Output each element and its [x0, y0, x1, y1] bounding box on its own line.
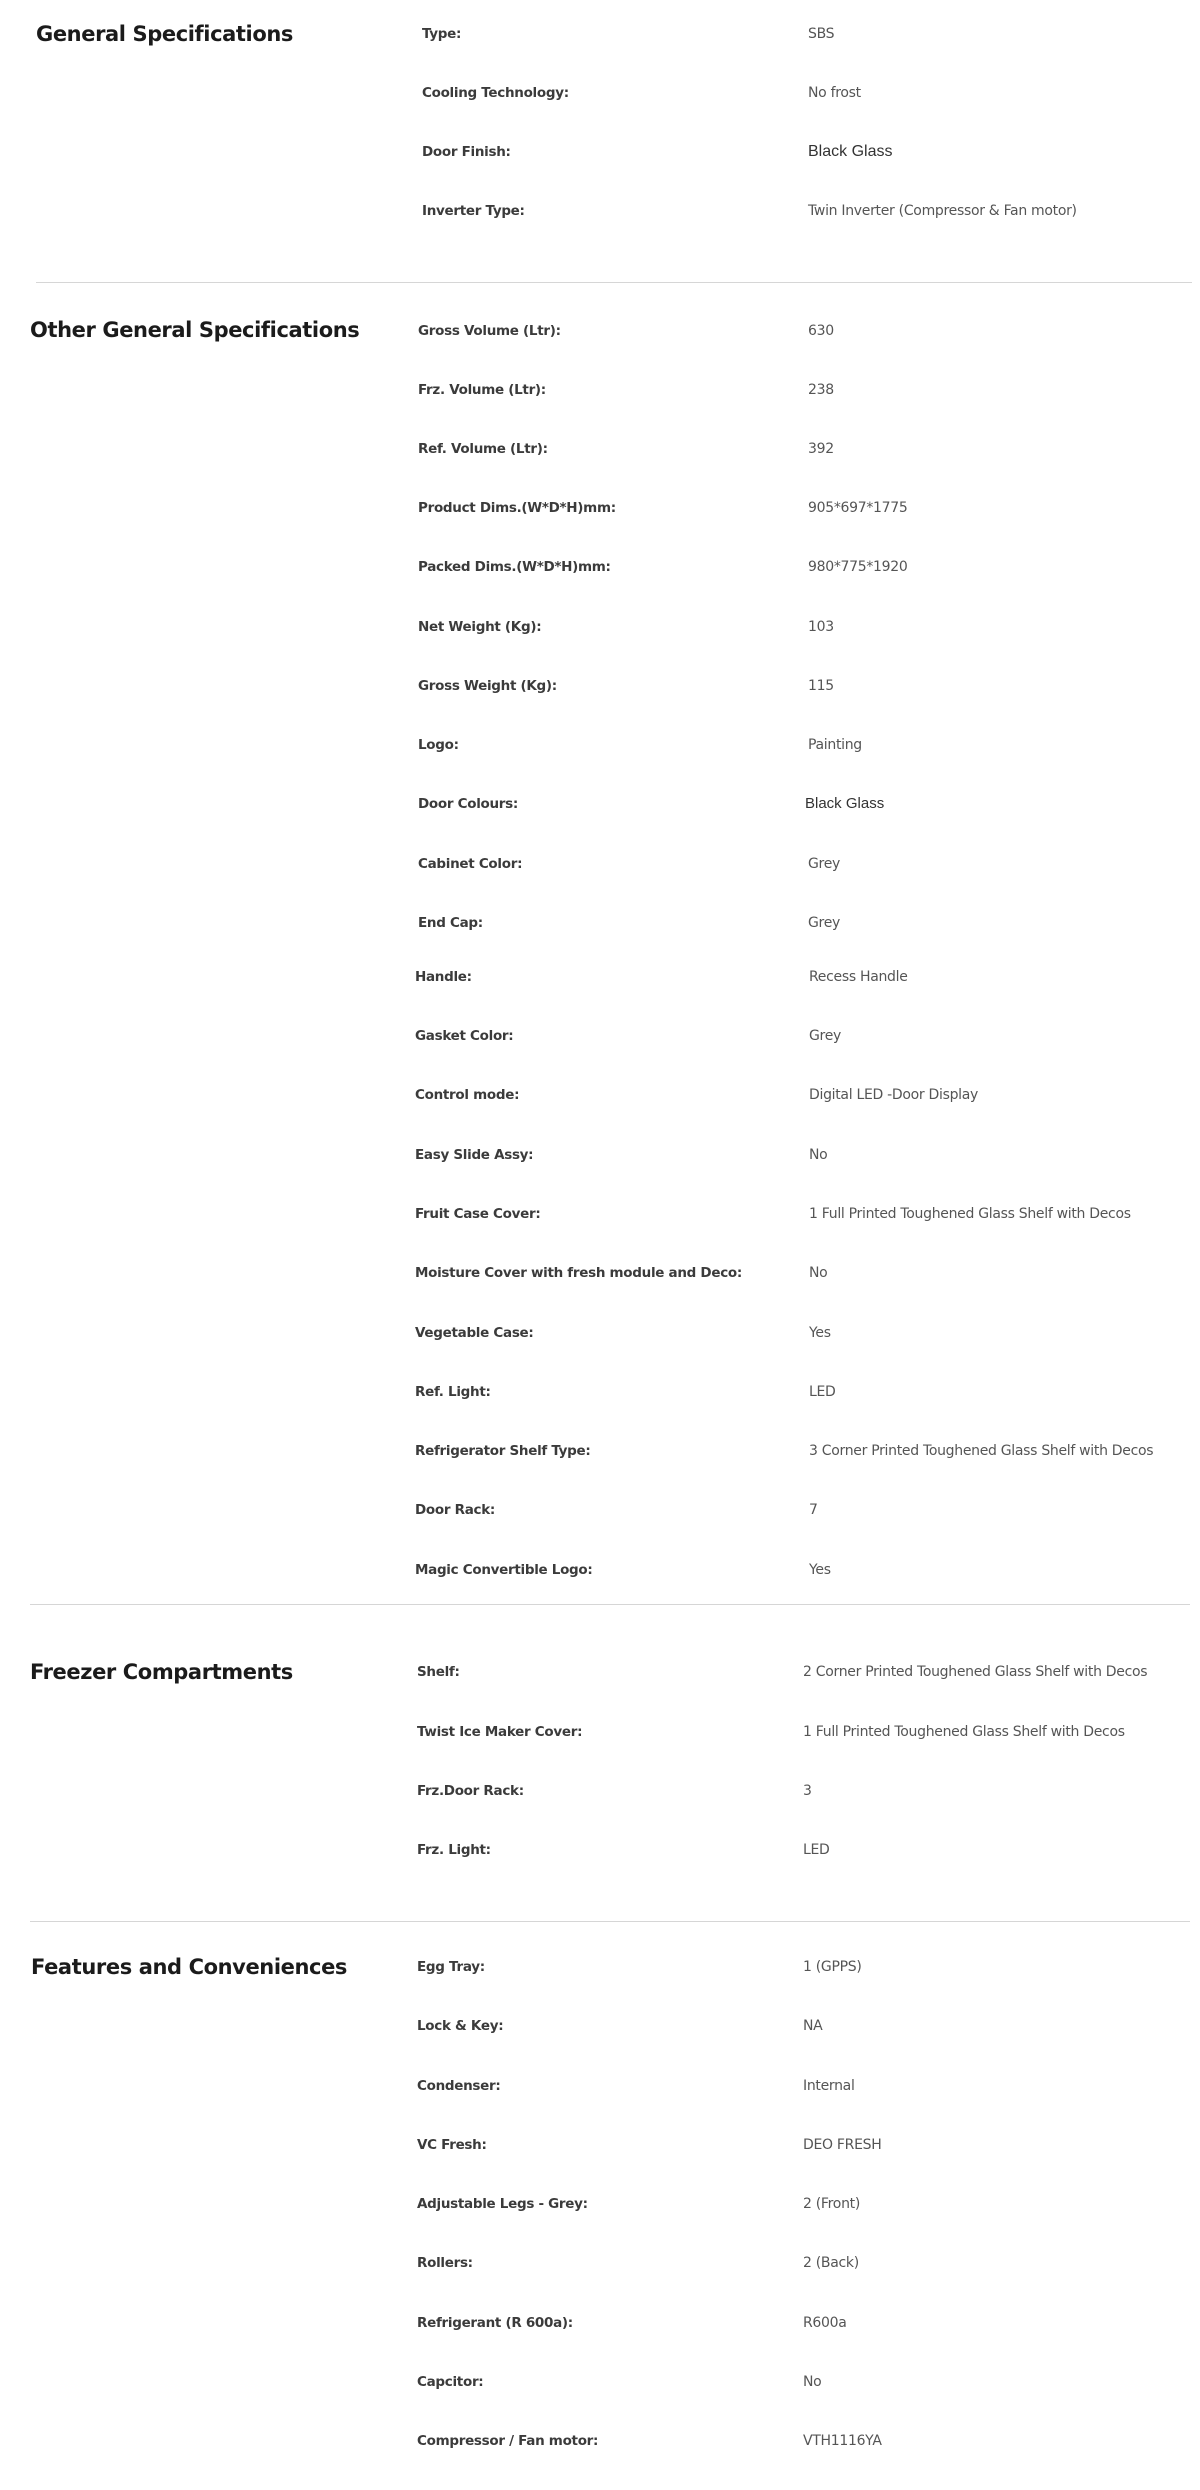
spec-row-adjustable-legs: [0, 2196, 1200, 2220]
spec-label: Door Rack:: [415, 1502, 495, 1518]
spec-label: Door Finish:: [422, 144, 511, 160]
spec-value: 1 Full Printed Toughened Glass Shelf with Decos: [809, 1206, 1131, 1222]
spec-value: 115: [808, 678, 834, 694]
section-title: General Specifications: [36, 22, 294, 46]
spec-label: Fruit Case Cover:: [415, 1206, 541, 1222]
spec-row-gross-weight: [0, 678, 1200, 702]
spec-label: Rollers:: [417, 2255, 473, 2271]
spec-label: Compressor / Fan motor:: [417, 2433, 599, 2449]
spec-label: Type:: [422, 26, 462, 42]
section-title: Freezer Compartments: [30, 1660, 293, 1684]
spec-label: Inverter Type:: [422, 203, 525, 219]
spec-row-vc-fresh: [0, 2137, 1200, 2161]
spec-row-frz-light: [0, 1842, 1200, 1866]
spec-value: 392: [808, 441, 834, 457]
spec-row-control-mode: [0, 1087, 1200, 1111]
spec-value: Black Glass: [808, 143, 893, 160]
spec-label: Magic Convertible Logo:: [415, 1562, 593, 1578]
spec-value: 2 (Front): [803, 2196, 860, 2212]
spec-label: Capcitor:: [417, 2374, 484, 2390]
spec-row-capcitor: [0, 2374, 1200, 2398]
spec-value: Black Glass: [805, 795, 885, 812]
general-specifications-section: [0, 0, 1200, 290]
spec-value: Grey: [809, 1028, 841, 1044]
spec-value: 1 Full Printed Toughened Glass Shelf with Decos: [803, 1724, 1125, 1740]
spec-value: 1 (GPPS): [803, 1959, 862, 1975]
spec-row-easy-slide-assy: [0, 1147, 1200, 1171]
spec-row-gasket-color: [0, 1028, 1200, 1052]
spec-label: Shelf:: [417, 1664, 460, 1680]
spec-row-compressor-fan-motor: [0, 2433, 1200, 2457]
spec-row-ref-volume: [0, 441, 1200, 465]
spec-value: 7: [809, 1502, 818, 1518]
spec-row-door-rack: [0, 1502, 1200, 1526]
spec-label: Logo:: [418, 737, 459, 753]
spec-row-product-dims: [0, 500, 1200, 524]
spec-value: Twin Inverter (Compressor & Fan motor): [808, 203, 1077, 219]
section-title: Other General Specifications: [30, 318, 360, 342]
spec-row-moisture-cover: [0, 1265, 1200, 1289]
spec-row-gross-volume: [0, 323, 1200, 347]
section-divider: [30, 1604, 1190, 1605]
spec-label: Ref. Light:: [415, 1384, 491, 1400]
spec-label: VC Fresh:: [417, 2137, 487, 2153]
spec-value: LED: [809, 1384, 836, 1400]
spec-row-rollers: [0, 2255, 1200, 2279]
section-title: Features and Conveniences: [31, 1955, 348, 1979]
spec-row-fruit-case-cover: [0, 1206, 1200, 1230]
spec-label: Adjustable Legs - Grey:: [417, 2196, 588, 2212]
spec-row-door-finish: [0, 144, 1200, 168]
spec-row-shelf: [0, 1664, 1200, 1688]
spec-value: Digital LED -Door Display: [809, 1087, 979, 1103]
spec-value: Grey: [808, 856, 840, 872]
spec-label: Gross Volume (Ltr):: [418, 323, 561, 339]
spec-label: Refrigerant (R 600a):: [417, 2315, 573, 2331]
spec-value: No: [809, 1265, 828, 1281]
spec-label: Gasket Color:: [415, 1028, 514, 1044]
spec-row-vegetable-case: [0, 1325, 1200, 1349]
spec-row-cabinet-color: [0, 856, 1200, 880]
other-general-specifications-section: [0, 290, 1200, 1610]
spec-value: Grey: [808, 915, 840, 931]
spec-label: Easy Slide Assy:: [415, 1147, 534, 1163]
spec-value: SBS: [808, 26, 835, 42]
spec-row-end-cap: [0, 915, 1200, 939]
spec-value: No: [809, 1147, 828, 1163]
spec-label: Gross Weight (Kg):: [418, 678, 557, 694]
spec-value: Painting: [808, 737, 862, 753]
spec-label: Lock & Key:: [417, 2018, 504, 2034]
spec-value: NA: [803, 2018, 823, 2034]
spec-value: Yes: [809, 1325, 831, 1341]
spec-label: Frz. Light:: [417, 1842, 491, 1858]
spec-row-twist-ice-maker-cover: [0, 1724, 1200, 1748]
spec-row-lock-and-key: [0, 2018, 1200, 2042]
spec-label: End Cap:: [418, 915, 483, 931]
spec-row-frz-volume: [0, 382, 1200, 406]
spec-value: 630: [808, 323, 834, 339]
spec-row-type: [0, 26, 1200, 50]
spec-label: Control mode:: [415, 1087, 520, 1103]
spec-label: Frz.Door Rack:: [417, 1783, 524, 1799]
spec-label: Door Colours:: [418, 796, 519, 812]
spec-value: 103: [808, 619, 834, 635]
features-and-conveniences-section: [0, 1930, 1200, 2490]
spec-row-door-colours: [0, 796, 1200, 820]
spec-label: Moisture Cover with fresh module and Deco:: [415, 1265, 742, 1281]
spec-label: Ref. Volume (Ltr):: [418, 441, 548, 457]
spec-value: DEO FRESH: [803, 2137, 882, 2153]
spec-value: R600a: [803, 2315, 847, 2331]
spec-value: LED: [803, 1842, 830, 1858]
spec-value: Yes: [809, 1562, 831, 1578]
section-divider: [36, 282, 1192, 283]
spec-row-egg-tray: [0, 1959, 1200, 1983]
spec-value: Recess Handle: [809, 969, 908, 985]
spec-value: VTH1116YA: [803, 2433, 882, 2449]
spec-value: Internal: [803, 2078, 855, 2094]
spec-row-inverter-type: [0, 203, 1200, 227]
spec-row-logo: [0, 737, 1200, 761]
spec-value: 238: [808, 382, 834, 398]
spec-row-net-weight: [0, 619, 1200, 643]
spec-row-packed-dims: [0, 559, 1200, 583]
spec-label: Refrigerator Shelf Type:: [415, 1443, 591, 1459]
spec-label: Handle:: [415, 969, 472, 985]
spec-label: Twist Ice Maker Cover:: [417, 1724, 583, 1740]
spec-label: Frz. Volume (Ltr):: [418, 382, 546, 398]
spec-label: Packed Dims.(W*D*H)mm:: [418, 559, 611, 575]
spec-label: Cabinet Color:: [418, 856, 523, 872]
section-divider: [30, 1921, 1190, 1922]
spec-value: No: [803, 2374, 822, 2390]
spec-label: Net Weight (Kg):: [418, 619, 542, 635]
spec-row-handle: [0, 969, 1200, 993]
spec-row-condenser: [0, 2078, 1200, 2102]
spec-value: 2 Corner Printed Toughened Glass Shelf with Decos: [803, 1664, 1148, 1680]
spec-value: 905*697*1775: [808, 500, 908, 516]
spec-label: Egg Tray:: [417, 1959, 485, 1975]
spec-row-refrigerant: [0, 2315, 1200, 2339]
spec-row-ref-light: [0, 1384, 1200, 1408]
spec-row-cooling-technology: [0, 85, 1200, 109]
freezer-compartments-section: [0, 1610, 1200, 1930]
spec-label: Condenser:: [417, 2078, 501, 2094]
spec-row-refrigerator-shelf-type: [0, 1443, 1200, 1467]
spec-label: Vegetable Case:: [415, 1325, 534, 1341]
spec-value: 3: [803, 1783, 812, 1799]
spec-label: Cooling Technology:: [422, 85, 569, 101]
spec-value: 3 Corner Printed Toughened Glass Shelf with Decos: [809, 1443, 1154, 1459]
spec-row-frz-door-rack: [0, 1783, 1200, 1807]
spec-row-magic-convertible-logo: [0, 1562, 1200, 1586]
spec-value: 2 (Back): [803, 2255, 859, 2271]
spec-value: No frost: [808, 85, 861, 101]
spec-label: Product Dims.(W*D*H)mm:: [418, 500, 616, 516]
spec-value: 980*775*1920: [808, 559, 908, 575]
